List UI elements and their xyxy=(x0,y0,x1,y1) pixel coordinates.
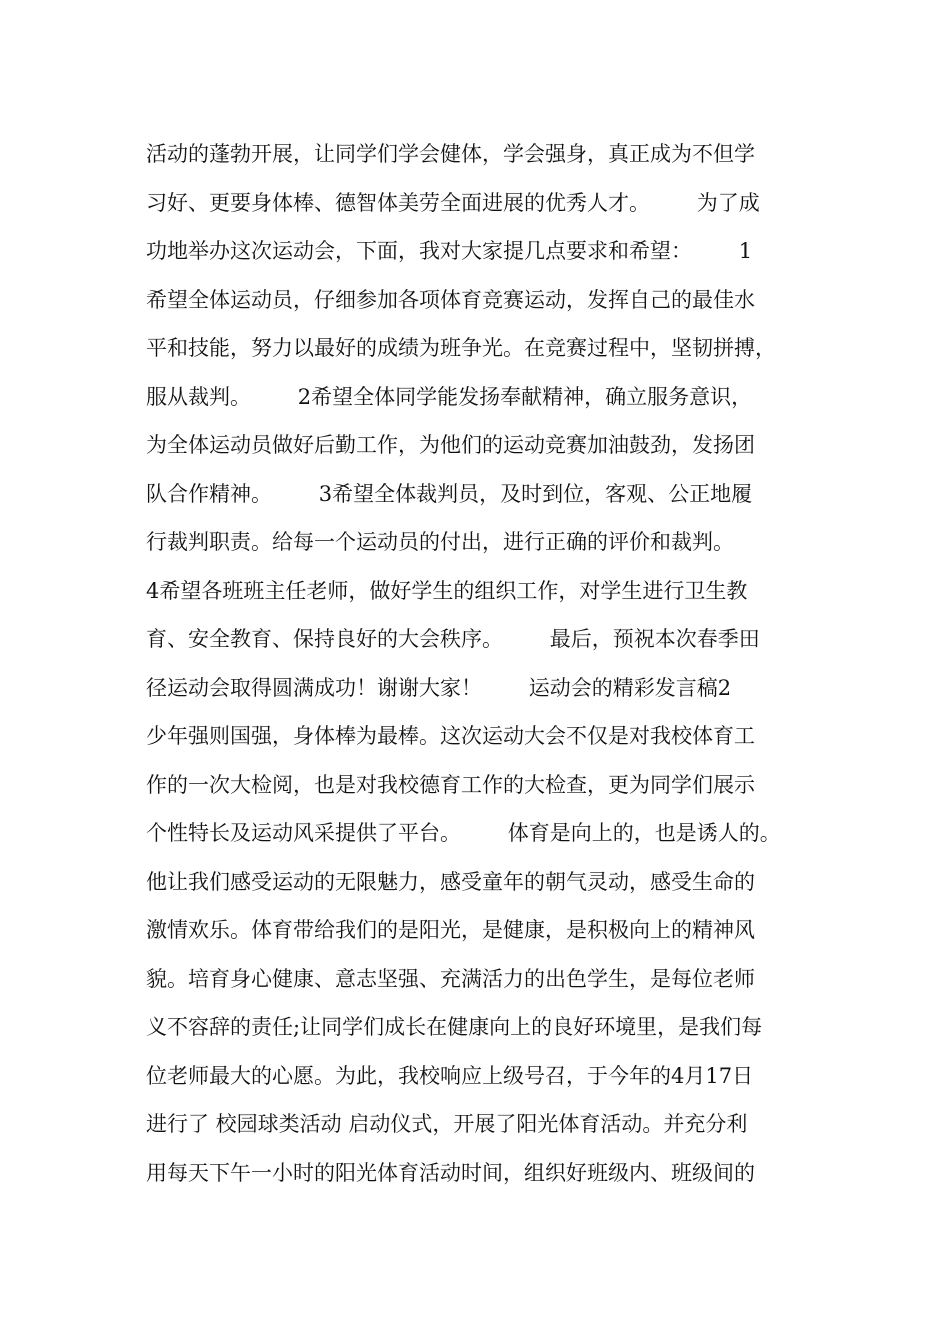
text-line: 4希望各班班主任老师，做好学生的组织工作，对学生进行卫生教 xyxy=(146,578,748,603)
text-line: 希望全体运动员，仔细参加各项体育竞赛运动，发挥自己的最佳水 xyxy=(146,287,755,312)
text-line: 激情欢乐。体育带给我们的是阳光，是健康，是积极向上的精神风 xyxy=(146,918,755,942)
body-text xyxy=(146,130,826,1197)
text-line: 义不容辞的责任;让同学们成长在健康向上的良好环境里，是我们每 xyxy=(146,1015,763,1039)
text-line: 用每天下午一小时的阳光体育活动时间，组织好班级内、班级间的 xyxy=(146,1160,755,1185)
text-line: 少年强则国强，身体棒为最棒。这次运动大会不仅是对我校体育工 xyxy=(146,724,755,748)
text-line: 位老师最大的心愿。为此，我校响应上级号召，于今年的4月17日 xyxy=(146,1063,754,1088)
text-line: 为全体运动员做好后勤工作，为他们的运动竞赛加油鼓劲，发扬团 xyxy=(146,433,755,457)
text-line: 育、安全教育、保持良好的大会秩序。 最后，预祝本次春季田 xyxy=(146,627,760,651)
text-line: 服从裁判。 2希望全体同学能发扬奉献精神，确立服务意识， xyxy=(146,384,753,409)
text-line: 平和技能，努力以最好的成绩为班争光。在竞赛过程中，坚韧拼搏， xyxy=(146,336,776,360)
text-line: 个性特长及运动风采提供了平台。 体育是向上的，也是诱人的。 xyxy=(146,821,781,845)
text-line: 行裁判职责。给每一个运动员的付出，进行正确的评价和裁判。 xyxy=(146,530,734,554)
text-line: 径运动会取得圆满成功！谢谢大家！ 运动会的精彩发言稿2 xyxy=(146,675,732,700)
text-line: 习好、更要身体棒、德智体美劳全面进展的优秀人才。 为了成 xyxy=(146,190,760,215)
text-line: 貌。培育身心健康、意志坚强、充满活力的出色学生，是每位老师 xyxy=(146,966,755,991)
text-line: 功地举办这次运动会，下面，我对大家提几点要求和希望： 1 xyxy=(146,239,753,263)
text-line: 进行了 校园球类活动 启动仪式，开展了阳光体育活动。并充分利 xyxy=(146,1112,748,1136)
text-line: 他让我们感受运动的无限魅力，感受童年的朝气灵动，感受生命的 xyxy=(146,869,755,894)
text-line: 活动的蓬勃开展，让同学们学会健体，学会强身，真正成为不但学 xyxy=(146,142,755,166)
text-line: 作的一次大检阅，也是对我校德育工作的大检查，更为同学们展示 xyxy=(146,772,755,797)
text-line: 队合作精神。 3希望全体裁判员，及时到位，客观、公正地履 xyxy=(146,481,753,506)
